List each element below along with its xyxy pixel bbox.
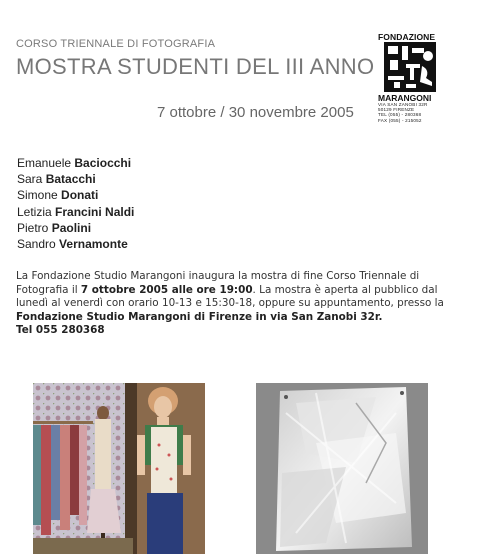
announcement-text: La Fondazione Studio Marangoni inaugura la mostra di fine Corso Triennale di Fotografia il	[16, 270, 420, 296]
student-name	[17, 187, 134, 203]
student-last-name: Baciocchi	[74, 156, 132, 170]
address-line: TEL (055) - 280368	[378, 112, 422, 118]
student-name	[17, 204, 134, 220]
announcement-venue: Fondazione Studio Marangoni di Firenze in via San Zanobi 32r.	[16, 310, 383, 323]
logo-word-marangoni: MARANGONI	[378, 93, 432, 103]
student-last-name: Vernamonte	[59, 237, 128, 252]
student-name	[17, 220, 134, 236]
student-name	[17, 171, 134, 187]
photo-woman-image	[33, 383, 205, 554]
logo-word-fondazione: FONDAZIONE	[378, 32, 436, 42]
student-first-name: Sara	[17, 172, 43, 187]
address-line: 50129 FIRENZE	[378, 107, 415, 113]
fondazione-logo	[378, 32, 442, 122]
student-list	[17, 155, 134, 252]
course-subtitle: CORSO TRIENNALE DI FOTOGRAFIA	[16, 38, 216, 50]
student-name	[17, 236, 134, 252]
announcement-phone: Tel 055 280368	[16, 324, 105, 337]
exhibition-dates: 7 ottobre / 30 novembre 2005	[157, 104, 354, 121]
student-first-name: Letizia	[17, 204, 52, 219]
address-line: VIA SAN ZANOBI 32R	[378, 102, 428, 107]
announcement-text: . La mostra è aperta al pubblico dal lunedì al venerdì con orario 10-13 e 15:30-18, oppure su appuntamento, presso la	[16, 283, 444, 310]
student-photo-woman	[33, 383, 205, 554]
student-last-name: Paolini	[51, 220, 92, 235]
student-last-name: Donati	[61, 188, 99, 203]
logo-address	[378, 102, 442, 123]
student-first-name: Simone	[17, 188, 58, 203]
student-first-name: Pietro	[17, 220, 49, 235]
page-title: MOSTRA STUDENTI DEL III ANNO	[16, 54, 375, 79]
student-last-name: Francini Naldi	[55, 204, 135, 219]
address-line: FAX (055) - 215052	[378, 117, 422, 123]
student-last-name: Batacchi	[45, 172, 96, 187]
student-name	[17, 155, 134, 171]
logo-mark-icon	[384, 42, 436, 92]
student-first-name: Sandro	[17, 237, 56, 252]
student-first-name: Emanuele	[17, 156, 72, 170]
student-photo-plastic	[256, 383, 428, 554]
announcement-date: 7 ottobre 2005 alle ore 19:00	[80, 283, 253, 296]
photo-plastic-image	[256, 383, 428, 554]
announcement-paragraph	[16, 270, 456, 338]
